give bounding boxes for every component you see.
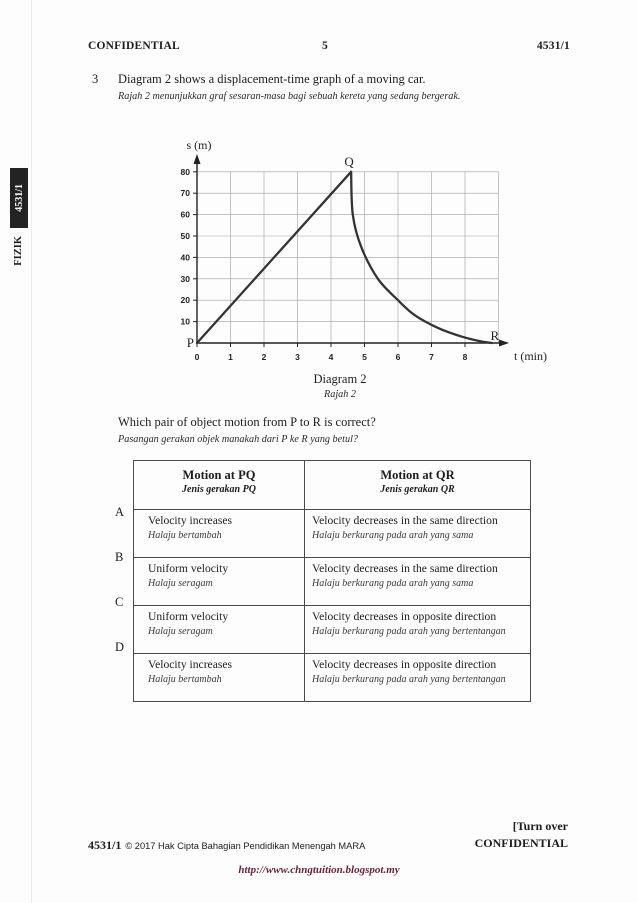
cell-motion-pq	[134, 510, 305, 558]
footer-confidential: CONFIDENTIAL	[474, 836, 568, 850]
grid	[197, 172, 499, 343]
table-row	[134, 606, 531, 654]
header-motion-pq-label: Motion at PQ	[182, 468, 256, 482]
cell-text: Velocity increases	[148, 658, 233, 671]
y-axis-arrow	[194, 154, 201, 164]
y-tick-label: 50	[180, 231, 190, 241]
header-motion-qr-label-malay: Jenis gerakan QR	[380, 484, 455, 495]
option-letter: B	[115, 550, 124, 564]
table-header-row	[134, 461, 531, 510]
cell-text-malay: Halaju berkurang pada arah yang sama	[312, 530, 474, 541]
table-row	[134, 654, 531, 702]
header-confidential: CONFIDENTIAL	[88, 40, 180, 52]
y-tick-label: 20	[180, 295, 190, 306]
cell-text: Velocity decreases in the same direction	[312, 562, 498, 575]
cell-motion-qr	[305, 654, 531, 702]
turn-over-note: [Turn over	[512, 819, 568, 833]
cell-text-malay: Halaju bertambah	[148, 674, 222, 685]
diagram-caption-malay: Rajah 2	[324, 389, 356, 400]
header-motion-pq-label-malay: Jenis gerakan PQ	[182, 484, 256, 495]
question-text-malay: Rajah 2 menunjukkan graf sesaran-masa bagi sebuah kereta yang sedang bergerak.	[118, 91, 461, 102]
question-number: 3	[92, 72, 99, 86]
cell-text-malay: Halaju bertambah	[148, 530, 222, 541]
binding-edge-line	[31, 0, 32, 903]
x-tick-label: 2	[261, 352, 267, 362]
prompt-text: Which pair of object motion from P to R is correct?	[118, 415, 376, 429]
cell-text: Velocity decreases in opposite direction	[312, 610, 497, 623]
point-label: Q	[344, 153, 354, 169]
header-motion-qr-label: Motion at QR	[380, 468, 455, 482]
cell-motion-pq	[134, 654, 305, 702]
cell-text-malay: Halaju berkurang pada arah yang bertentangan	[312, 674, 506, 685]
cell-text-malay: Halaju berkurang pada arah yang sama	[312, 578, 474, 589]
x-tick-label: 6	[395, 352, 401, 362]
cell-text: Velocity decreases in the same direction	[312, 514, 498, 527]
x-axis-arrow	[499, 340, 509, 347]
x-tick-label: 5	[362, 352, 367, 362]
y-tick-label: 10	[180, 316, 190, 327]
cell-text: Uniform velocity	[148, 562, 229, 575]
point-label: P	[186, 335, 194, 350]
header-paper-code: 4531/1	[536, 40, 570, 52]
x-tick-label: 8	[462, 352, 468, 362]
option-letter: A	[115, 505, 125, 519]
cell-motion-pq	[134, 558, 305, 606]
x-tick-label: 3	[295, 352, 300, 362]
displacement-time-graph	[150, 130, 570, 370]
header-motion-qr	[305, 461, 531, 510]
x-tick-label: 4	[328, 352, 334, 362]
y-tick-label: 40	[180, 252, 190, 263]
option-letter: D	[115, 640, 125, 654]
y-axis-label: s (m)	[186, 138, 212, 152]
cell-motion-qr	[305, 510, 531, 558]
table-row	[134, 510, 531, 558]
side-tab-paper-code: 4531/1	[13, 184, 25, 212]
page-number: 5	[322, 40, 328, 52]
cell-motion-qr	[305, 606, 531, 654]
side-tab-subject: FIZIK	[13, 236, 24, 266]
x-axis-label: t (min)	[514, 349, 547, 363]
x-tick-label: 7	[429, 352, 434, 362]
footer-copyright: © 2017 Hak Cipta Bahagian Pendidikan Menengah MARA	[125, 841, 366, 851]
answer-options-table	[133, 460, 531, 702]
cell-motion-qr	[305, 558, 531, 606]
y-tick-label: 60	[180, 209, 190, 220]
x-tick-label: 1	[228, 352, 233, 362]
x-tick-label: 0	[194, 352, 200, 362]
source-url: http://www.chngtuition.blogspot.my	[238, 864, 400, 876]
y-tick-label: 70	[180, 188, 190, 199]
cell-motion-pq	[134, 606, 305, 654]
cell-text-malay: Halaju seragam	[148, 626, 213, 637]
y-tick-label: 80	[180, 166, 190, 177]
footer-copyright-line	[88, 836, 365, 854]
point-label: R	[490, 328, 500, 343]
cell-text-malay: Halaju seragam	[148, 578, 213, 589]
y-tick-label: 30	[180, 273, 190, 284]
cell-text: Uniform velocity	[148, 610, 229, 623]
cell-text: Velocity decreases in opposite direction	[312, 658, 497, 671]
header-motion-pq	[134, 461, 305, 510]
question-text: Diagram 2 shows a displacement-time graph of a moving car.	[118, 72, 426, 86]
footer-paper-code: 4531/1	[88, 838, 122, 852]
prompt-text-malay: Pasangan gerakan objek manakah dari P ke R yang betul?	[118, 434, 359, 445]
cell-text-malay: Halaju berkurang pada arah yang bertentangan	[312, 626, 506, 637]
cell-text: Velocity increases	[148, 514, 233, 527]
side-tab	[10, 168, 28, 228]
diagram-caption: Diagram 2	[313, 372, 367, 386]
option-letter: C	[115, 595, 124, 609]
table-row	[134, 558, 531, 606]
